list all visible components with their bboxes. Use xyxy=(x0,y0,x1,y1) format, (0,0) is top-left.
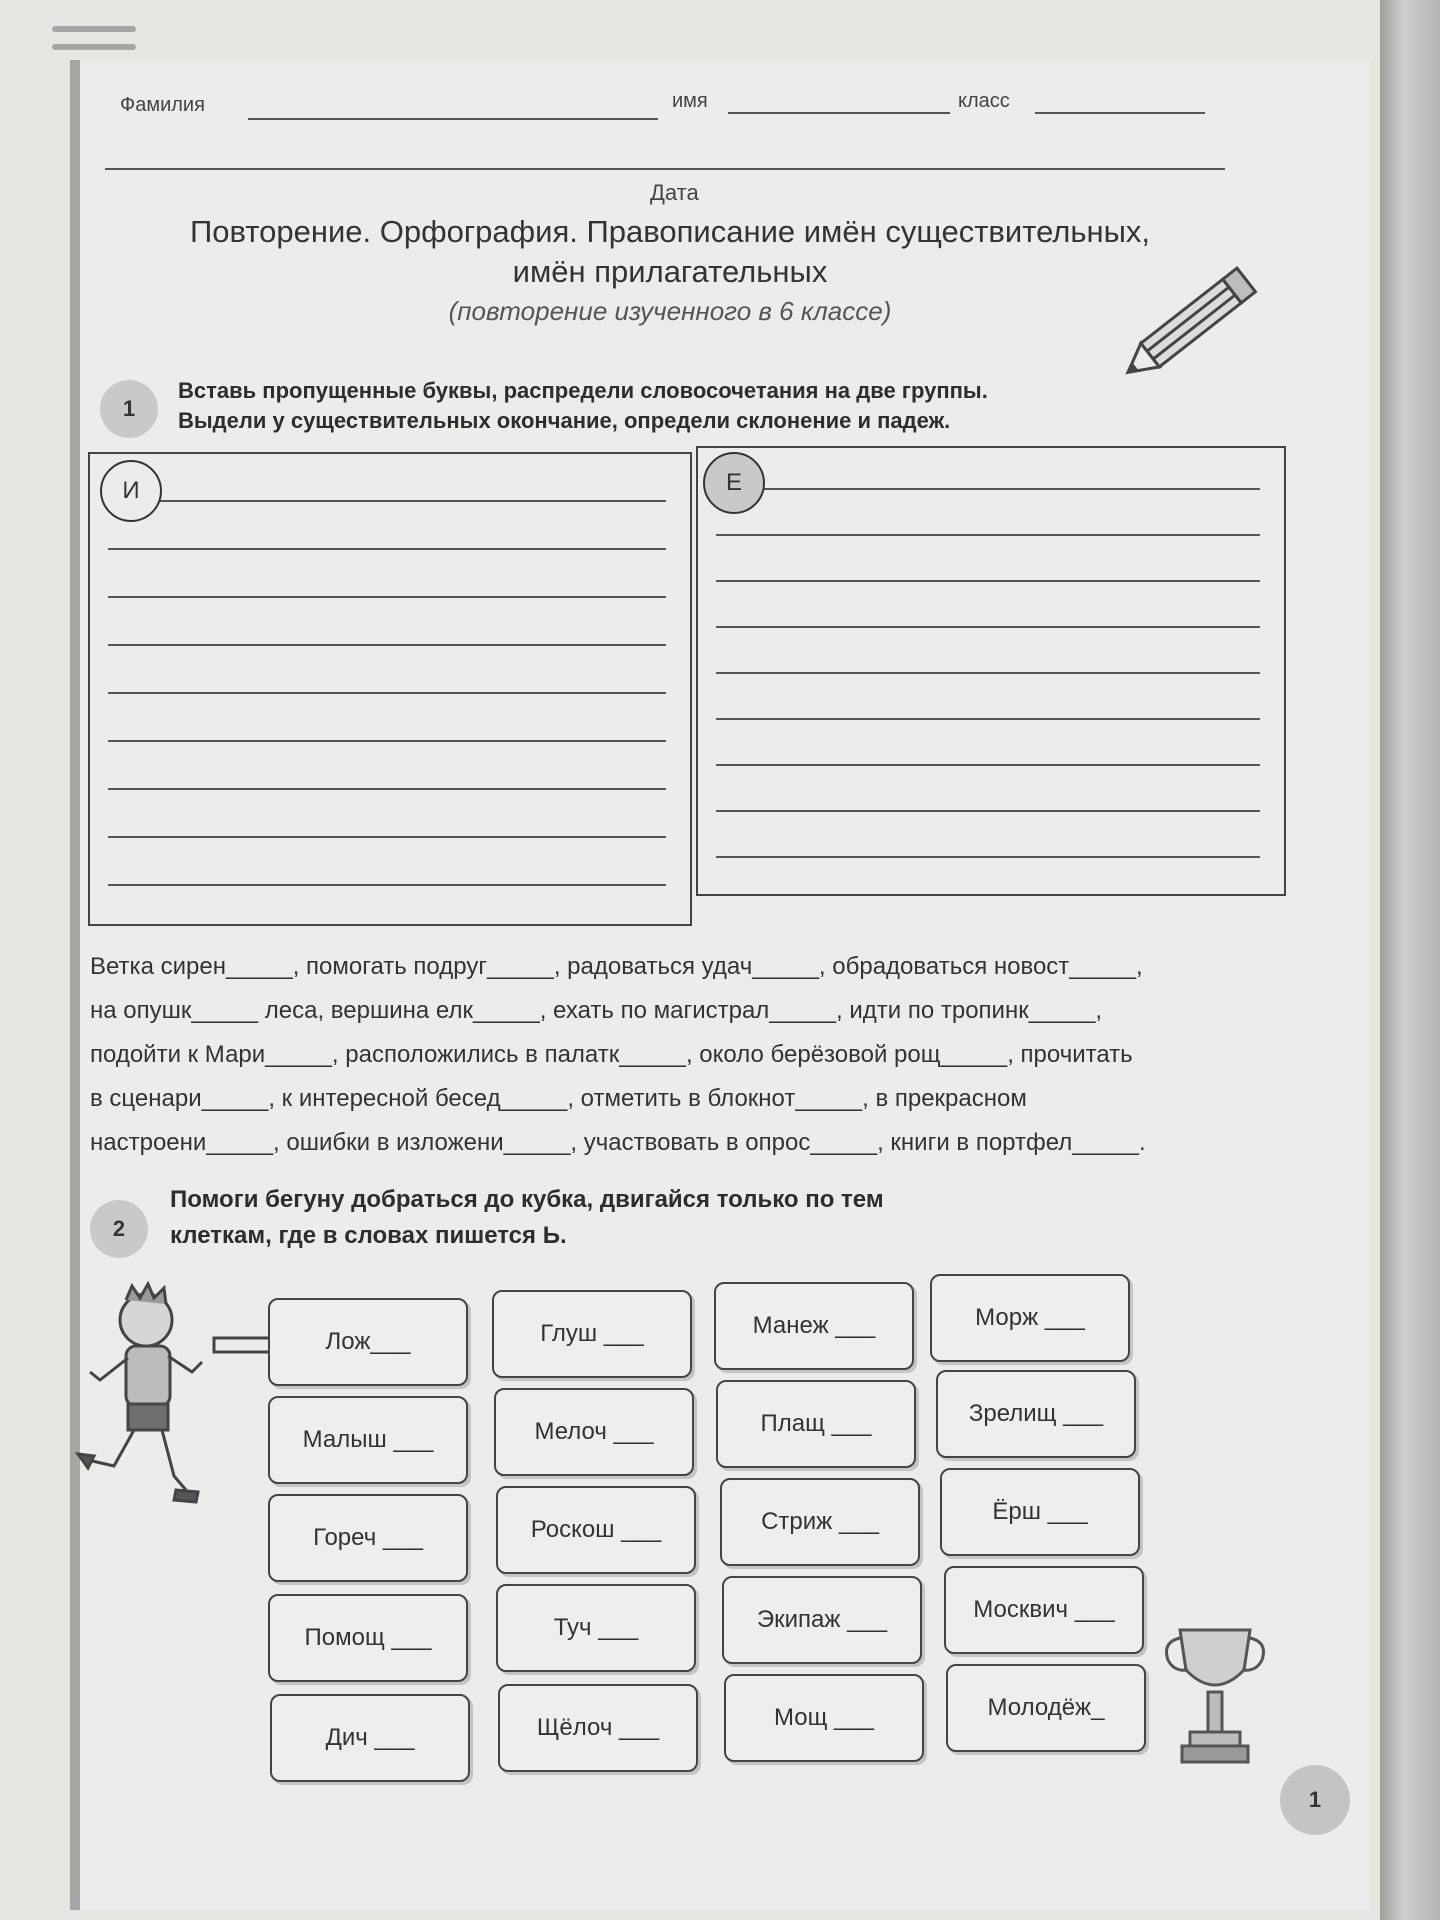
date-field[interactable] xyxy=(105,168,1225,170)
answer-line[interactable] xyxy=(716,810,1260,812)
exercise-line: Ветка сирен_____, помогать подруг_____, радоваться удач_____, обрадоваться новост_____, xyxy=(90,953,1143,980)
task-2-line-2: клеткам, где в словах пишется Ь. xyxy=(170,1222,567,1249)
task-1-line-1: Вставь пропущенные буквы, распредели словосочетания на две группы. xyxy=(178,378,988,403)
answer-line[interactable] xyxy=(160,500,666,502)
word-cell[interactable]: Помощ ___ xyxy=(268,1594,468,1682)
task-1-number: 1 xyxy=(100,380,158,438)
runner-icon xyxy=(70,1280,210,1510)
task-2-instructions xyxy=(170,1182,884,1254)
answer-line[interactable] xyxy=(108,740,666,742)
worksheet-title xyxy=(80,212,1260,292)
next-page-edge xyxy=(1380,0,1440,1920)
task-1-instructions xyxy=(178,376,988,436)
task-1-line-2: Выдели у существительных окончание, определи склонение и падеж. xyxy=(178,408,951,433)
word-cell[interactable]: Дич ___ xyxy=(270,1694,470,1782)
answer-line[interactable] xyxy=(716,626,1260,628)
word-cell[interactable]: Роскош ___ xyxy=(496,1486,696,1574)
word-cell[interactable]: Ёрш ___ xyxy=(940,1468,1140,1556)
answer-line[interactable] xyxy=(108,644,666,646)
date-label: Дата xyxy=(650,180,699,205)
class-field[interactable] xyxy=(1035,112,1205,114)
exercise-line: в сценари_____, к интересной бесед_____, отметить в блокнот_____, в прекрасном xyxy=(90,1085,1027,1112)
class-label: класс xyxy=(958,90,1010,112)
exercise-line: настроени_____, ошибки в изложени_____, участвовать в опрос_____, книги в портфел_____. xyxy=(90,1129,1146,1156)
word-cell[interactable]: Морж ___ xyxy=(930,1274,1130,1362)
exercise-text xyxy=(90,945,1300,1165)
answer-line[interactable] xyxy=(716,764,1260,766)
exercise-line: на опушк_____ леса, вершина елк_____, ехать по магистрал_____, идти по тропинк_____, xyxy=(90,997,1103,1024)
word-cell[interactable]: Манеж ___ xyxy=(714,1282,914,1370)
answer-line[interactable] xyxy=(716,856,1260,858)
answer-line[interactable] xyxy=(716,534,1260,536)
answer-line[interactable] xyxy=(716,580,1260,582)
group-e-label: Е xyxy=(703,452,765,514)
answer-line[interactable] xyxy=(108,788,666,790)
word-cell[interactable]: Малыш ___ xyxy=(268,1396,468,1484)
answer-line[interactable] xyxy=(108,884,666,886)
surname-field[interactable] xyxy=(248,118,658,120)
group-i-label: И xyxy=(100,460,162,522)
word-cell[interactable]: Глуш ___ xyxy=(492,1290,692,1378)
answer-line[interactable] xyxy=(108,548,666,550)
name-label: имя xyxy=(672,90,708,112)
group-e-box xyxy=(696,446,1286,896)
word-cell[interactable]: Москвич ___ xyxy=(944,1566,1144,1654)
title-line-2: имён прилагательных xyxy=(512,254,828,289)
task-2-line-1: Помоги бегуну добраться до кубка, двигайся только по тем xyxy=(170,1186,884,1213)
decorative-stripes xyxy=(52,26,136,62)
pencil-icon xyxy=(1120,255,1270,385)
word-cell[interactable]: Молодёж_ xyxy=(946,1664,1146,1752)
word-cell[interactable]: Стриж ___ xyxy=(720,1478,920,1566)
word-cell[interactable]: Мелоч ___ xyxy=(494,1388,694,1476)
answer-line[interactable] xyxy=(108,836,666,838)
answer-line[interactable] xyxy=(716,718,1260,720)
page-number: 1 xyxy=(1280,1765,1350,1835)
answer-line[interactable] xyxy=(716,672,1260,674)
answer-line[interactable] xyxy=(108,596,666,598)
word-cell[interactable]: Лож___ xyxy=(268,1298,468,1386)
answer-line[interactable] xyxy=(762,488,1260,490)
word-cell[interactable]: Мощ ___ xyxy=(724,1674,924,1762)
name-field[interactable] xyxy=(728,112,950,114)
word-cell[interactable]: Туч ___ xyxy=(496,1584,696,1672)
word-cell[interactable]: Плащ ___ xyxy=(716,1380,916,1468)
trophy-cup-icon xyxy=(1160,1620,1270,1770)
surname-label: Фамилия xyxy=(120,94,205,116)
word-cell[interactable]: Гореч ___ xyxy=(268,1494,468,1582)
task-2-number: 2 xyxy=(90,1200,148,1258)
title-line-1: Повторение. Орфография. Правописание имён существительных, xyxy=(189,214,1151,249)
group-i-box xyxy=(88,452,692,926)
answer-line[interactable] xyxy=(108,692,666,694)
exercise-line: подойти к Мари_____, расположились в палатк_____, около берёзовой рощ_____, прочитать xyxy=(90,1041,1133,1068)
worksheet-subtitle: (повторение изученного в 6 классе) xyxy=(448,296,892,326)
word-cell[interactable]: Зрелищ ___ xyxy=(936,1370,1136,1458)
word-cell[interactable]: Экипаж ___ xyxy=(722,1576,922,1664)
word-cell[interactable]: Щёлоч ___ xyxy=(498,1684,698,1772)
